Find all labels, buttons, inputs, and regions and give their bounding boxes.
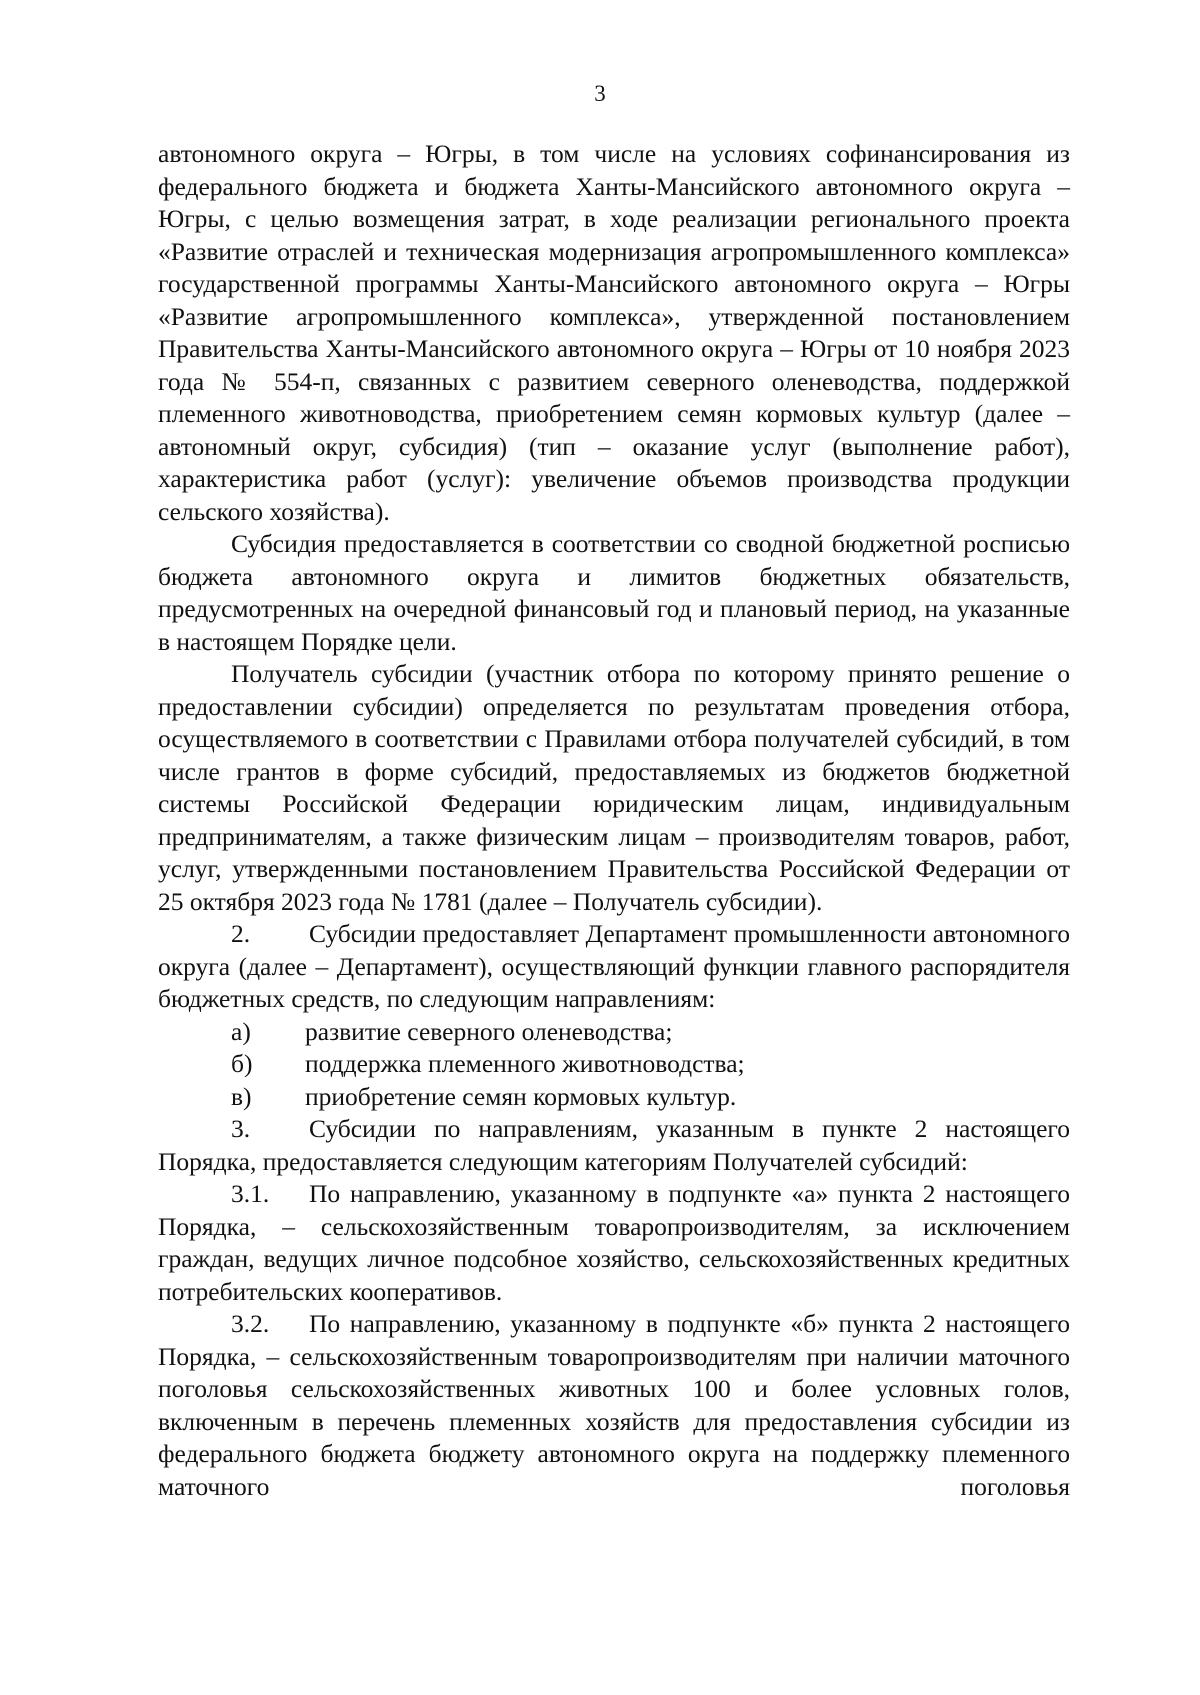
paragraph-recipient-selection: Получатель субсидии (участник отбора по которому принято решение о предоставлении субсидии) определяется по результатам проведения отбора, осуществляемого в соответствии с Правилами отбора получателей субсидий, в том числе грантов в форме субсидий, предоставляемых из бюджетов бюджетной системы Российской Федерации юридическим лицам, индивидуальным предпринимателям, а также физическим лицам – производителям товаров, работ, услуг, утвержденными постановлением Правительства Российской Федерации от 25 октября 2023 года № 1781 (далее – Получатель субсидии). xyxy=(158,659,1070,916)
page-number: 3 xyxy=(594,81,606,106)
paragraph-continuation: автономного округа – Югры, в том числе на условиях софинансирования из федерального бюджета и бюджета Ханты-Мансийского автономного округа – Югры, с целью возмещения затрат, в ходе реализации регионального проекта «Развитие отраслей и техническая модернизация агропромышленного комплекса» государственной программы Ханты-Мансийского автономного округа – Югры «Развитие агропромышленного комплекса», утвержденной постановлением Правительства Ханты-Мансийского автономного округа – Югры от 10 ноября 2023 года № 554-п, связанных с развитием северного оленеводства, поддержкой племенного животноводства, приобретением семян кормовых культур (далее – автономный округ, субсидия) (тип – оказание услуг (выполнение работ), характеристика работ (услуг): увеличение объемов производства продукции сельского хозяйства). xyxy=(158,139,1070,526)
list-item-b xyxy=(158,1048,1070,1081)
section-3-1-text: По направлению, указанному в подпункте «а» пункта 2 настоящего Порядка, – сельскохозяйственным товаропроизводителям, за исключением граждан, ведущих личное подсобное хозяйство, сельскохозяйственных кредитных потребительских кооперативов. xyxy=(158,1179,1070,1306)
list-item-a xyxy=(158,1016,1070,1049)
section-2 xyxy=(158,918,1070,1016)
list-item-v xyxy=(158,1081,1070,1114)
section-3-1-number: 3.1. xyxy=(231,1179,270,1208)
list-marker: а) xyxy=(231,1016,251,1046)
section-3-1 xyxy=(158,1178,1070,1308)
section-3 xyxy=(158,1113,1070,1178)
document-body xyxy=(158,138,1070,1503)
section-3-2 xyxy=(158,1308,1070,1503)
list-item-text: поддержка племенного животноводства; xyxy=(305,1049,745,1078)
list-marker: б) xyxy=(231,1049,253,1078)
list-item-text: приобретение семян кормовых культур. xyxy=(305,1081,737,1111)
section-3-2-text: По направлению, указанному в подпункте «б» пункта 2 настоящего Порядка, – сельскохозяйственным товаропроизводителям при наличии маточного поголовья сельскохозяйственных животных 100 и более условных голов, включенным в перечень племенных хозяйств для предоставления субсидии из федерального бюджета бюджету автономного округа на поддержку племенного маточного поголовья xyxy=(158,1309,1070,1501)
paragraph-subsidy-budget: Субсидия предоставляется в соответствии со сводной бюджетной росписью бюджета автономного округа и лимитов бюджетных обязательств, предусмотренных на очередной финансовый год и плановый период, на указанные в настоящем Порядке цели. xyxy=(158,529,1070,656)
section-3-text: Субсидии по направлениям, указанным в пункте 2 настоящего Порядка, предоставляется следующим категориям Получателей субсидий: xyxy=(158,1114,1070,1176)
section-3-number: 3. xyxy=(231,1114,251,1143)
section-2-text: Субсидии предоставляет Департамент промышленности автономного округа (далее – Департамент), осуществляющий функции главного распорядителя бюджетных средств, по следующим направлениям: xyxy=(158,919,1070,1013)
section-2-number: 2. xyxy=(231,919,251,948)
list-marker: в) xyxy=(231,1081,252,1111)
section-3-2-number: 3.2. xyxy=(231,1309,270,1338)
list-item-text: развитие северного оленеводства; xyxy=(305,1016,673,1046)
